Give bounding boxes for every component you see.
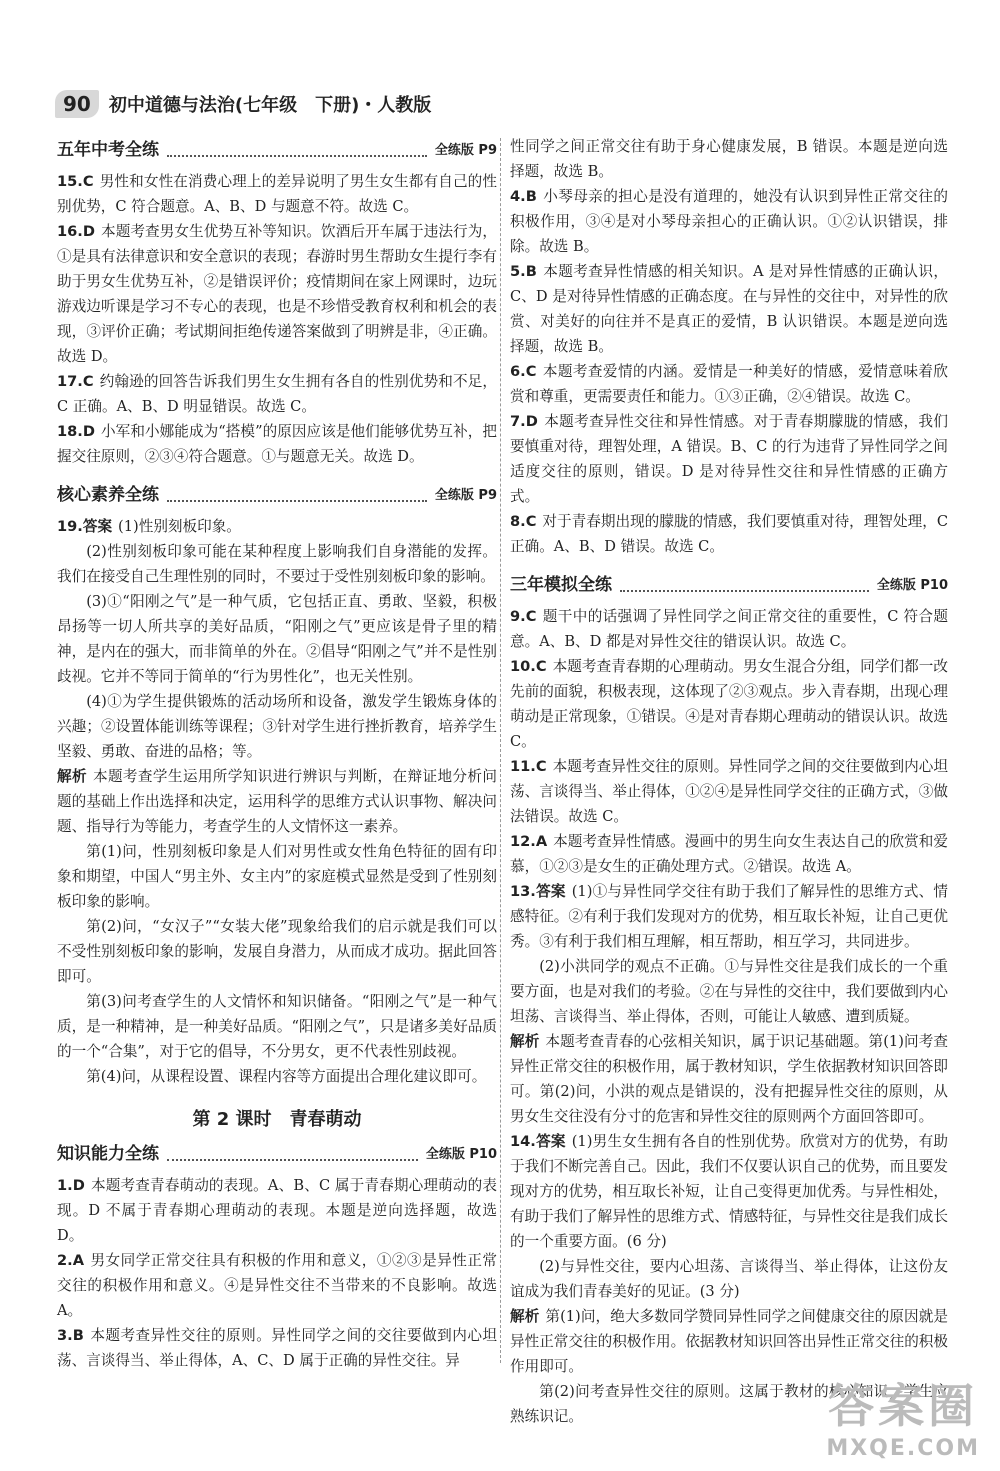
- analysis-paragraph: 第(4)问，从课程设置、课程内容等方面提出合理化建议即可。: [86, 1068, 487, 1085]
- section-ref: 全练版 P9: [434, 143, 497, 158]
- answer-item-3: [57, 1323, 497, 1373]
- answer-text: 对于青春期出现的朦胧的情感，我们要慎重对待，理智处理，C 正确。A、B、D 错误。故选 C。: [510, 513, 948, 555]
- analysis-tag: 解析: [510, 1308, 540, 1325]
- answer-item-1: [57, 1173, 497, 1248]
- dotted-leader: [167, 1159, 418, 1161]
- answer-number: 16.D: [57, 223, 95, 240]
- answer-item-12: [510, 829, 948, 879]
- section-header-three-year: [510, 573, 948, 598]
- answer-number: 4.B: [510, 188, 537, 205]
- answer-item-5: [510, 259, 948, 359]
- analysis-paragraph: 第(1)问，性别刻板印象是人们对男性或女性角色特征的固有印象和期望，中国人“男主外、女主内”的家庭模式显然是受到了性别刻板印象的影响。: [57, 843, 497, 910]
- answer-number: 1.D: [57, 1177, 85, 1194]
- answer-text: 本题考查异性交往的原则。异性同学之间的交往要做到内心坦荡、言谈得当、举止得体，A、C、D 属于正确的异性交往。异: [57, 1327, 497, 1369]
- answer-paragraph: (4)①为学生提供锻炼的活动场所和设备，激发学生锻炼身体的兴趣；②设置体能训练等课程；③针对学生进行挫折教育，培养学生坚毅、勇敢、奋进的品格；等。: [57, 693, 497, 760]
- section-ref: 全练版 P9: [434, 488, 497, 503]
- answer-number: 9.C: [510, 608, 537, 625]
- section-title: 三年模拟全练: [510, 575, 612, 595]
- section-title: 核心素养全练: [57, 485, 159, 505]
- answer-number: 2.A: [57, 1252, 84, 1269]
- answer-text: (1)男生女生拥有各自的性别优势。欣赏对方的优势，有助于我们不断完善自己。因此，我们不仅要认识自己的优势，而且要发现对方的优势，相互取长补短，让自己变得更加优秀。与异性相处，有助于我们了解异性的思维方式、情感特征，与异性交往是我们成长的一个重要方面。(6 分): [510, 1133, 948, 1250]
- watermark-url: MXQE.COM: [826, 1436, 980, 1461]
- section-header-core-literacy: [57, 483, 497, 508]
- answer-text: 本题考查青春期的心理萌动。男女生混合分组，同学们都一改先前的面貌，积极表现，这体现了②③观点。步入青春期，出现心理萌动是正常现象，①错误。④是对青春期心理萌动的错误认识。故选 C。: [510, 658, 948, 750]
- answer-item-2: [57, 1248, 497, 1323]
- answer-text: (1)性别刻板印象。: [118, 518, 241, 535]
- section-title: 五年中考全练: [57, 140, 159, 160]
- section-title: 知识能力全练: [57, 1144, 159, 1164]
- analysis-tag: 解析: [510, 1033, 540, 1050]
- answer-paragraph: (2)性别刻板印象可能在某种程度上影响我们自身潜能的发挥。我们在接受自己生理性别的同时，不要过于受性别刻板印象的影响。: [57, 543, 497, 585]
- answer-number: 15.C: [57, 173, 94, 190]
- dotted-leader: [620, 590, 869, 592]
- answer-text: 本题考查异性交往和异性情感。对于青春期朦胧的情感，我们要慎重对待，理智处理，A 错误。B、C 的行为违背了异性同学之间适度交往的原则，错误。D 是对待异性交往和异性情感的正确方式。: [510, 413, 948, 505]
- section-header-knowledge: [57, 1142, 497, 1167]
- answer-text: 本题考查男女生优势互补等知识。饮酒后开车属于违法行为，①是具有法律意识和安全意识的表现；春游时男生帮助女生提行李有助于男女生优势互补，②是错误评价；疫情期间在家上网课时，边玩游戏边听课是学习不专心的表现，也是不珍惜受教育权利和机会的表现，③评价正确；考试期间拒绝传递答案做到了明辨是非，④正确。故选 D。: [57, 223, 497, 365]
- answer-paragraph: (2)与异性交往，要内心坦荡、言谈得当、举止得体，让这份友谊成为我们青春美好的见证。(3 分): [510, 1258, 948, 1300]
- analysis-tag: 解析: [57, 768, 87, 785]
- answer-text: (1)①与异性同学交往有助于我们了解异性的思维方式、情感特征。②有利于我们发现对方的优势，相互取长补短，让自己更优秀。③有利于我们相互理解，相互帮助，相互学习，共同进步。: [510, 883, 948, 950]
- analysis-item: [57, 764, 497, 839]
- answer-number: 10.C: [510, 658, 547, 675]
- site-watermark-logo: [826, 1370, 980, 1461]
- analysis-paragraph: 第(3)问考查学生的人文情怀和知识储备。“阳刚之气”是一种气质，是一种精神，是一种美好品质。“阳刚之气”，只是诸多美好品质的一个“合集”，对于它的倡导，不分男女，更不代表性别歧视。: [57, 993, 497, 1060]
- section-ref: 全练版 P10: [876, 578, 948, 593]
- answer-number: 12.A: [510, 833, 548, 850]
- answer-number: 14.答案: [510, 1133, 566, 1150]
- answer-number: 8.C: [510, 513, 537, 530]
- answer-paragraph: (3)①“阳刚之气”是一种气质，它包括正直、勇敢、坚毅，积极昂扬等一切人所共享的美好品质，“阳刚之气”更应该是骨子里的精神，是内在的强大，而非简单的外在。②倡导“阳刚之气”并不是性别歧视。它并不等同于简单的“行为男性化”，也无关性别。: [57, 593, 497, 685]
- watermark-text: 答案圈: [828, 1379, 979, 1433]
- answer-item-16: [57, 219, 497, 369]
- analysis-item: [510, 1304, 948, 1379]
- analysis-item: [510, 1029, 948, 1129]
- answer-item-4: [510, 184, 948, 259]
- answer-text: 小琴母亲的担心是没有道理的，她没有认识到异性正常交往的积极作用，③④是对小琴母亲担心的正确认识。①②认识错误，排除。故选 B。: [510, 188, 948, 255]
- analysis-paragraph: 第(2)问，“女汉子”“女装大佬”现象给我们的启示就是我们可以不受性别刻板印象的影响，发展自身潜力，从而成才成功。据此回答即可。: [57, 918, 497, 985]
- section-ref: 全练版 P10: [425, 1147, 497, 1162]
- answer-number: 5.B: [510, 263, 537, 280]
- answer-item-19: [57, 514, 497, 539]
- answer-text: 约翰逊的回答告诉我们男生女生拥有各自的性别优势和不足，C 正确。A、B、D 明显错误。故选 C。: [57, 373, 497, 415]
- answer-number: 13.答案: [510, 883, 566, 900]
- answer-text: 男女同学正常交往具有积极的作用和意义，①②③是异性正常交往的积极作用和意义。④是异性交往不当带来的不良影响。故选 A。: [57, 1252, 497, 1319]
- answer-number: 7.D: [510, 413, 538, 430]
- answer-text: 本题考查异性情感的相关知识。A 是对异性情感的正确认识，C、D 是对待异性情感的正确态度。在与异性的交往中，对异性的欣赏、对美好的向往并不是真正的爱情，B 认识错误。本题是逆向选择题，故选 B。: [510, 263, 948, 355]
- answer-number: 3.B: [57, 1327, 84, 1344]
- answer-item-7: [510, 409, 948, 509]
- lesson-title: 第 2 课时 青春萌动: [192, 1109, 362, 1130]
- answer-item-15: [57, 169, 497, 219]
- answer-item-3-continued: 性同学之间正常交往有助于身心健康发展，B 错误。本题是逆向选择题，故选 B。: [510, 138, 948, 180]
- analysis-text: 第(1)问，绝大多数同学赞同异性同学之间健康交往的原因就是异性正常交往的积极作用。依据教材知识回答出异性正常交往的积极作用即可。: [510, 1308, 948, 1375]
- answer-paragraph: (2)小洪同学的观点不正确。①与异性交往是我们成长的一个重要方面，也是对我们的考验。②在与异性的交往中，我们要做到内心坦荡、言谈得当、举止得体，否则，可能让人敏感、遭到质疑。: [510, 958, 948, 1025]
- answer-text: 本题考查异性交往的原则。异性同学之间的交往要做到内心坦荡、言谈得当、举止得体，①②④是异性同学交往的正确方式，③做法错误。故选 C。: [510, 758, 948, 825]
- answer-number: 6.C: [510, 363, 537, 380]
- analysis-text: 本题考查青春的心弦相关知识，属于识记基础题。第(1)问考查异性正常交往的积极作用，属于教材知识，学生依据教材知识回答即可。第(2)问，小洪的观点是错误的，没有把握异性交往的原则，从男女生交往没有分寸的危害和异性交往的原则两个方面回答即可。: [510, 1033, 948, 1125]
- analysis-paragraph: 第(2)问考查异性交往的原则。这属于教材的核心知识，学生应熟练识记。: [510, 1383, 948, 1425]
- answer-text: 小军和小娜能成为“搭模”的原因应该是他们能够优势互补，把握交往原则，②③④符合题意。①与题意无关。故选 D。: [57, 423, 497, 465]
- page-number: 90: [55, 90, 99, 118]
- answer-text: 本题考查异性情感。漫画中的男生向女生表达自己的欣赏和爱慕，①②③是女生的正确处理方式。②错误。故选 A。: [510, 833, 948, 875]
- answer-item-18: [57, 419, 497, 469]
- dotted-leader: [167, 155, 427, 157]
- section-header-five-year: [57, 138, 497, 163]
- answer-number: 17.C: [57, 373, 94, 390]
- answer-item-10: [510, 654, 948, 754]
- answer-item-9: [510, 604, 948, 654]
- page-header: [55, 90, 431, 118]
- left-column: [57, 138, 497, 1373]
- answer-item-6: [510, 359, 948, 409]
- analysis-text: 本题考查学生运用所学知识进行辨识与判断，在辩证地分析问题的基础上作出选择和决定，运用科学的思维方式认识事物、解决问题、指导行为等能力，考查学生的人文情怀这一素养。: [57, 768, 497, 835]
- answer-number: 18.D: [57, 423, 95, 440]
- column-divider: [500, 138, 501, 1363]
- answer-item-11: [510, 754, 948, 829]
- answer-text: 男性和女性在消费心理上的差异说明了男生女生都有自己的性别优势，C 符合题意。A、B、D 与题意不符。故选 C。: [57, 173, 497, 215]
- answer-text: 本题考查青春萌动的表现。A、B、C 属于青春期心理萌动的表现。D 不属于青春期心理萌动的表现。本题是逆向选择题，故选 D。: [57, 1177, 497, 1244]
- answer-item-8: [510, 509, 948, 559]
- answer-text: 题干中的话强调了异性同学之间正常交往的重要性，C 符合题意。A、B、D 都是对异性交往的错误认识。故选 C。: [510, 608, 948, 650]
- answer-number: 19.答案: [57, 518, 113, 535]
- answer-number: 11.C: [510, 758, 547, 775]
- answer-text: 本题考查爱情的内涵。爱情是一种美好的情感，爱情意味着欣赏和尊重，更需要责任和能力。①③正确，②④错误。故选 C。: [510, 363, 948, 405]
- book-title: 初中道德与法治(七年级 下册)・人教版: [108, 95, 432, 116]
- answer-item-13: [510, 879, 948, 954]
- right-column: [510, 134, 948, 1429]
- answer-item-14: [510, 1129, 948, 1254]
- answer-item-17: [57, 369, 497, 419]
- dotted-leader: [167, 500, 427, 502]
